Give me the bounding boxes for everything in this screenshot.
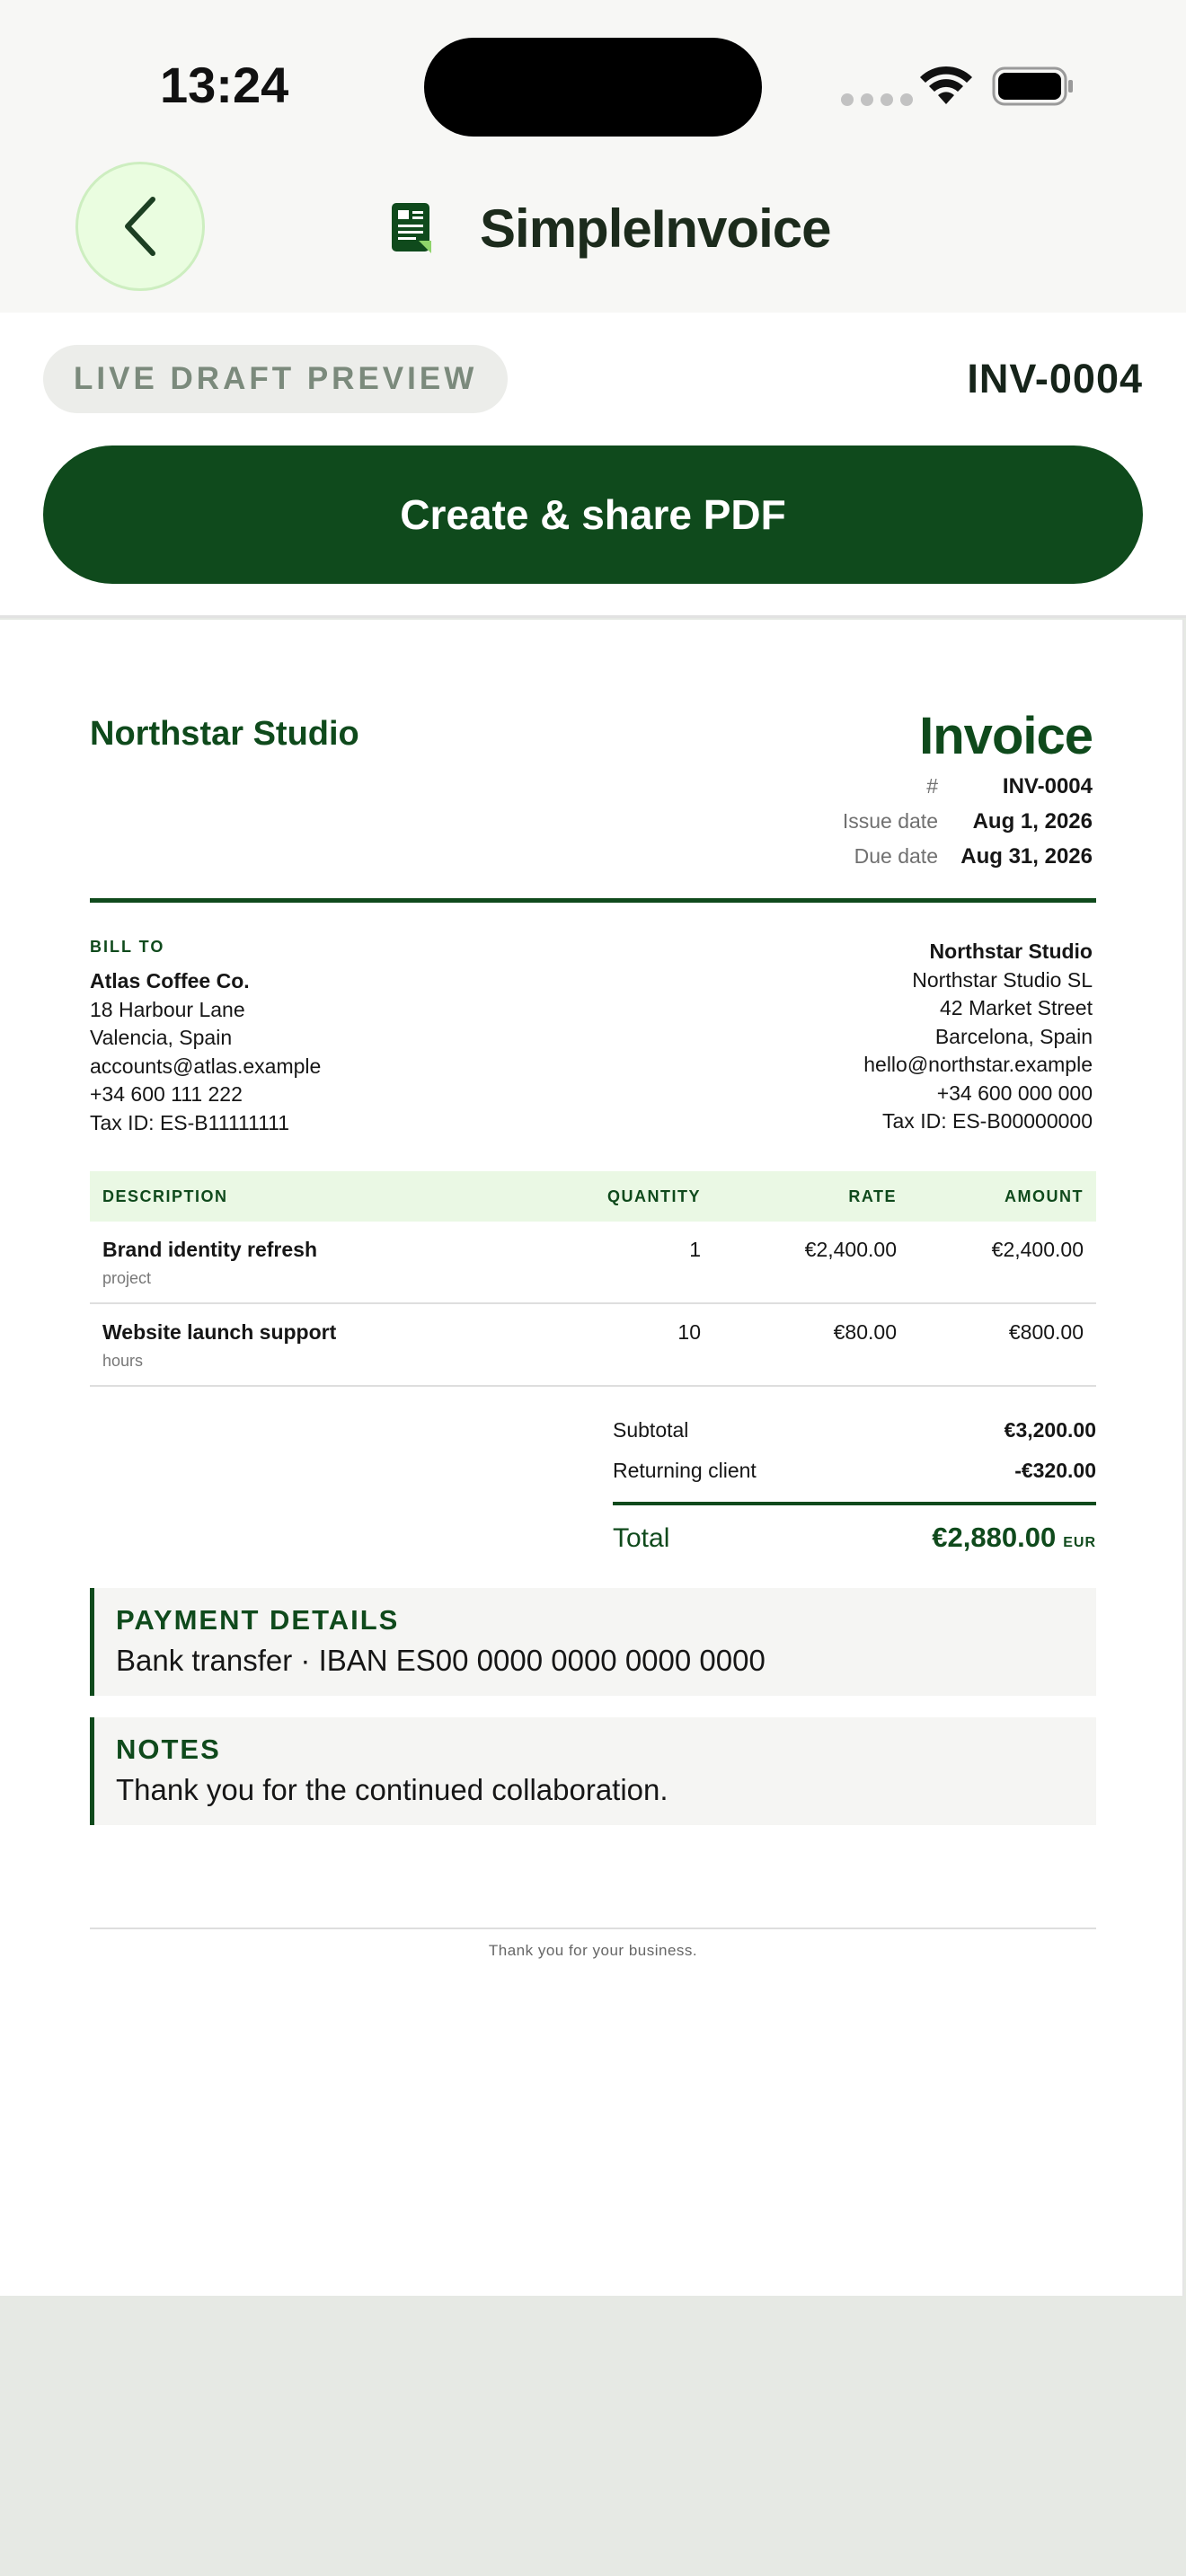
table-header	[90, 1171, 1096, 1222]
footer-text: Thank you for your business.	[488, 1942, 698, 1959]
invoice-number: INV-0004	[967, 356, 1143, 401]
client-name: Atlas Coffee Co.	[90, 969, 250, 992]
app-name: SimpleInvoice	[480, 198, 831, 259]
column-header-amount: AMOUNT	[1005, 1187, 1084, 1205]
payment-details-text: Bank transfer · IBAN ES00 0000 0000 0000 0000	[116, 1644, 766, 1677]
app-header-area	[0, 0, 1186, 313]
subtotal-label: Subtotal	[613, 1418, 689, 1442]
invoice-preview	[0, 620, 1184, 2296]
column-header-rate: RATE	[848, 1187, 897, 1205]
sender-name: Northstar Studio	[929, 940, 1093, 963]
client-address-line: Valencia, Spain	[90, 1026, 233, 1049]
item-description	[90, 1320, 593, 1371]
cellular-signal-icon	[841, 93, 913, 106]
meta-row-due-date	[843, 844, 1093, 879]
item-rate: €80.00	[833, 1320, 897, 1344]
draft-preview-badge: LIVE DRAFT PREVIEW	[43, 345, 508, 413]
item-quantity: 10	[677, 1320, 701, 1344]
meta-value: Aug 1, 2026	[972, 809, 1093, 834]
discount-value: -€320.00	[1014, 1459, 1096, 1482]
total-label: Total	[613, 1523, 670, 1553]
item-name: Website launch support	[102, 1320, 337, 1344]
notes-title: NOTES	[116, 1734, 221, 1765]
item-rate: €2,400.00	[804, 1238, 897, 1261]
totals-divider	[613, 1502, 1096, 1505]
wifi-icon	[918, 63, 974, 106]
client-address-line: 18 Harbour Lane	[90, 997, 245, 1021]
item-name: Brand identity refresh	[102, 1238, 317, 1261]
item-amount: €2,400.00	[991, 1238, 1084, 1261]
meta-label: Issue date	[842, 809, 938, 833]
discount-label: Returning client	[613, 1459, 757, 1482]
action-bar	[0, 313, 1186, 618]
sender-address-line: Barcelona, Spain	[934, 1024, 1093, 1048]
sender-legal-name: Northstar Studio SL	[912, 967, 1093, 992]
status-time: 13:24	[160, 57, 289, 113]
notes-text: Thank you for the continued collaboration.	[116, 1773, 668, 1806]
meta-value: INV-0004	[1002, 774, 1093, 798]
column-header-quantity: QUANTITY	[607, 1187, 701, 1205]
total-row	[613, 1522, 1096, 1554]
item-amount: €800.00	[1008, 1320, 1084, 1344]
item-unit: project	[102, 1269, 152, 1287]
item-quantity: 1	[689, 1238, 701, 1261]
dynamic-island	[424, 38, 762, 137]
subtotal-value: €3,200.00	[1004, 1418, 1096, 1442]
sender-email: hello@northstar.example	[863, 1053, 1093, 1076]
invoice-document-icon	[392, 203, 433, 255]
table-row	[90, 1222, 1096, 1304]
meta-label: #	[926, 774, 938, 798]
sender-phone: +34 600 000 000	[936, 1081, 1093, 1105]
meta-row-issue-date	[843, 809, 1093, 844]
header-divider	[90, 898, 1096, 903]
meta-label: Due date	[854, 844, 938, 868]
item-description	[90, 1238, 593, 1288]
discount-row	[613, 1451, 1096, 1491]
payment-details-box	[90, 1588, 1096, 1696]
client-phone: +34 600 111 222	[90, 1082, 243, 1106]
bill-to-label: BILL TO	[90, 938, 165, 956]
back-button[interactable]	[75, 162, 205, 291]
payment-details-title: PAYMENT DETAILS	[116, 1604, 400, 1636]
battery-icon	[992, 66, 1075, 106]
item-unit: hours	[102, 1352, 144, 1370]
bill-to-block	[90, 938, 321, 1137]
chevron-left-icon	[119, 194, 162, 259]
column-header-description: DESCRIPTION	[102, 1187, 228, 1205]
app-brand	[392, 198, 830, 260]
notes-box	[90, 1717, 1096, 1825]
footer-divider	[90, 1928, 1096, 1929]
table-row	[90, 1304, 1096, 1387]
total-value: €2,880.00	[932, 1522, 1057, 1553]
total-amount	[932, 1522, 1096, 1554]
totals-block	[613, 1410, 1096, 1554]
invoice-meta	[843, 774, 1093, 879]
client-email: accounts@atlas.example	[90, 1054, 322, 1078]
sender-tax-id: Tax ID: ES-B00000000	[882, 1109, 1093, 1133]
invoice-title: Invoice	[919, 707, 1093, 765]
total-currency: EUR	[1063, 1535, 1096, 1550]
subtotal-row	[613, 1410, 1096, 1451]
sender-address-line: 42 Market Street	[939, 996, 1093, 1019]
meta-value: Aug 31, 2026	[960, 844, 1093, 869]
client-tax-id: Tax ID: ES-B11111111	[90, 1110, 290, 1134]
create-share-pdf-button[interactable]: Create & share PDF	[43, 446, 1143, 584]
meta-row-number	[843, 774, 1093, 809]
sender-block	[863, 938, 1093, 1136]
line-items-table	[90, 1171, 1096, 1387]
company-name: Northstar Studio	[90, 715, 359, 753]
